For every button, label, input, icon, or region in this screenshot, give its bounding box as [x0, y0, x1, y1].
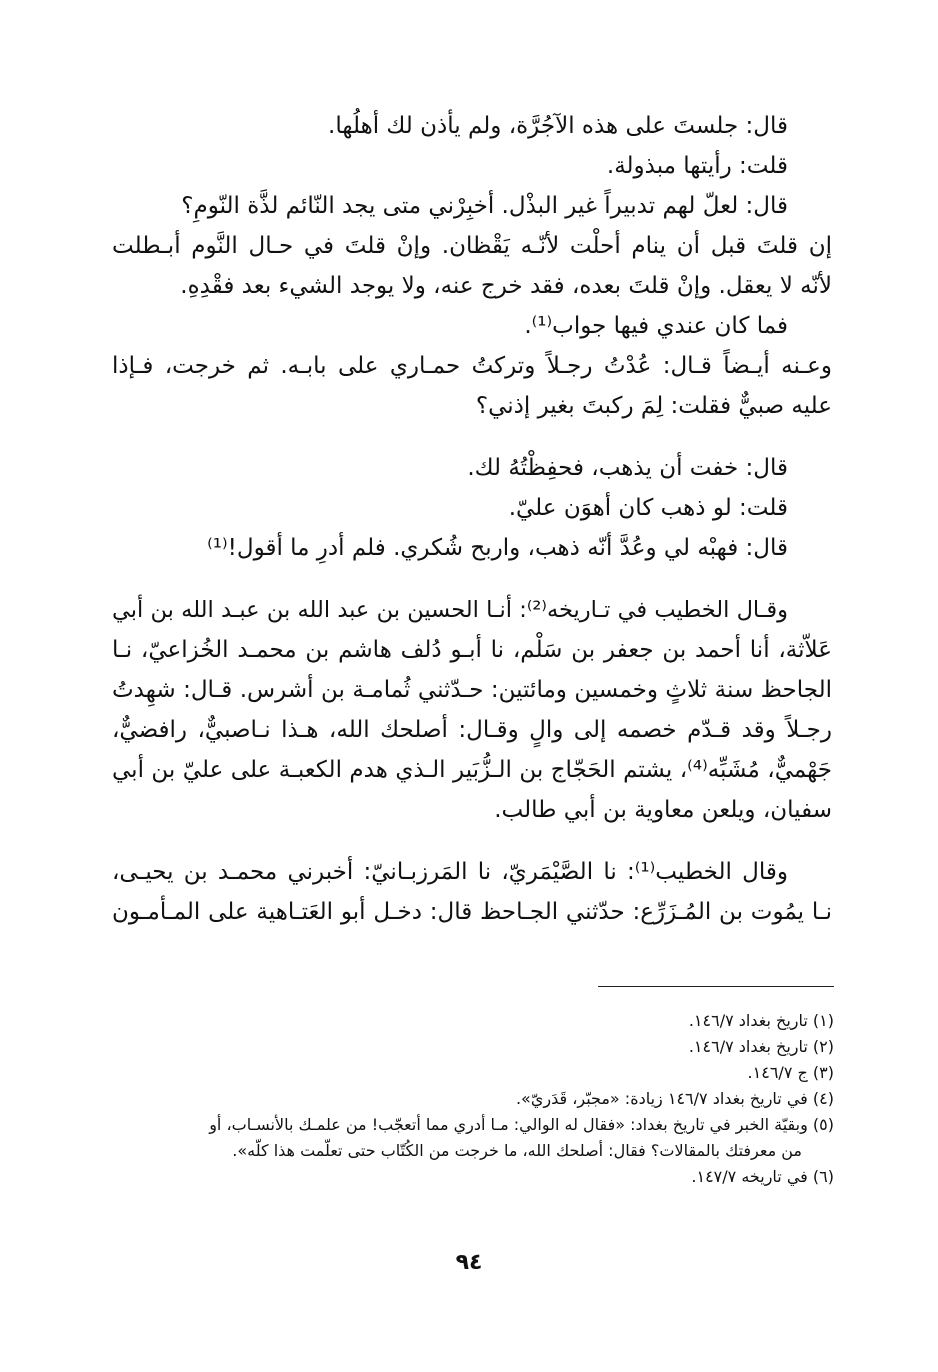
footnote: (٦) في تاريخه ١٤٧/٧.: [691, 1167, 834, 1186]
footnote-divider: [598, 986, 834, 987]
text-line: قلت: رأيتها مبذولة.: [606, 153, 788, 179]
footnote: (٢) تاريخ بغداد ١٤٦/٧.: [688, 1037, 834, 1056]
footnotes-block: [112, 1008, 834, 1190]
text-line: وقـال الخطيب في تـاريخه⁽²⁾: أنـا الحسين بن عبد الله بن عبـد الله بن أبي: [112, 597, 788, 623]
paragraph-spacer: [112, 568, 832, 590]
text-line: عليه صبيٌّ فقلت: لِمَ ركبتَ بغير إذني؟: [475, 393, 832, 419]
text-line: قال: جلستَ على هذه الآجُرَّة، ولم يأذن لك أهلُها.: [328, 113, 788, 139]
text-line: قال: فهبْه لي وعُدَّ أنّه ذهب، واربح شُكري. فلم أدرِ ما أقول!⁽¹⁾: [207, 535, 788, 561]
text-line: وعـنه أيـضاً قـال: عُدْتُ رجـلاً وتركتُ حمـاري على بابـه. ثم خرجت، فـإذا: [112, 353, 832, 379]
text-line: قلت: لو ذهب كان أهوَن عليّ.: [508, 495, 788, 521]
text-line: قال: لعلّ لهم تدبيراً غير البذْل. أخبِرْني متى يجد النّائم لذَّة النّومِ؟: [181, 193, 788, 219]
text-line: نـا يمُوت بن المُـزَرِّع: حدّثني الجـاحظ قال: دخـل أبو العَتـاهية على المـأمـون: [112, 899, 832, 925]
text-line: لأنّه لا يعقل. وإنْ قلتَ بعده، فقد خرج عنه، ولا يوجد الشيء بعد فقْدِهِ.: [180, 273, 832, 299]
text-line: قال: خفت أن يذهب، فحفِظْتُهُ لك.: [467, 455, 788, 481]
footnote: (٥) وبقيّة الخبر في تاريخ بغداد: «فقال له الوالي: مـا أدري مما أتعجّب! من علمـك بالأنسـاب، أو: [209, 1115, 834, 1134]
text-line: فما كان عندي فيها جواب⁽¹⁾.: [524, 313, 788, 339]
footnote: (٤) في تاريخ بغداد ١٤٦/٧ زيادة: «مجبّر، قَدَريّ».: [515, 1089, 834, 1108]
page-number: ٩٤: [455, 1250, 483, 1275]
text-line: رجـلاً وقد قـدّم خصمه إلى والٍ وقـال: أصلحك الله، هـذا نـاصبيٌّ، رافضيٌّ،: [112, 717, 832, 743]
footnote-continuation: من معرفتك بالمقالات؟ فقال: أصلحك الله، ما خرجت من الكُتّاب حتى تعلّمت هذا كلّه».: [232, 1141, 802, 1160]
text-line: وقال الخطيب⁽¹⁾: نا الصَّيْمَريّ، نا المَرزبـانيّ: أخبرني محمـد بن يحيـى،: [112, 859, 788, 885]
text-line: إن قلتَ قبل أن ينام أحلْت لأنّـه يَقْظان. وإنْ قلتَ في حـال النَّوم أبـطلت: [112, 233, 832, 259]
text-line: جَهْميٌّ، مُشَبِّه⁽⁴⁾، يشتم الحَجّاج بن الـزُّبَير الـذي هدم الكعبـة على عليّ بن أبي: [112, 757, 832, 783]
main-text-block: [112, 106, 832, 932]
text-line: سفيان، ويلعن معاوية بن أبي طالب.: [494, 797, 832, 823]
footnote: (١) تاريخ بغداد ١٤٦/٧.: [688, 1011, 834, 1030]
text-line: عَلاّثة، أنا أحمد بن جعفر بن سَلْم، نا أبـو دُلف هاشم بن محمـد الخُزاعيّ، نـا: [112, 637, 832, 663]
footnote: (٣) ج ١٤٦/٧.: [747, 1063, 834, 1082]
paragraph-spacer: [112, 830, 832, 852]
paragraph-spacer: [112, 426, 832, 448]
text-line: الجاحظ سنة ثلاثٍ وخمسين ومائتين: حـدّثني ثُمامـة بن أشرس. قـال: شهِدتُ: [112, 677, 832, 703]
